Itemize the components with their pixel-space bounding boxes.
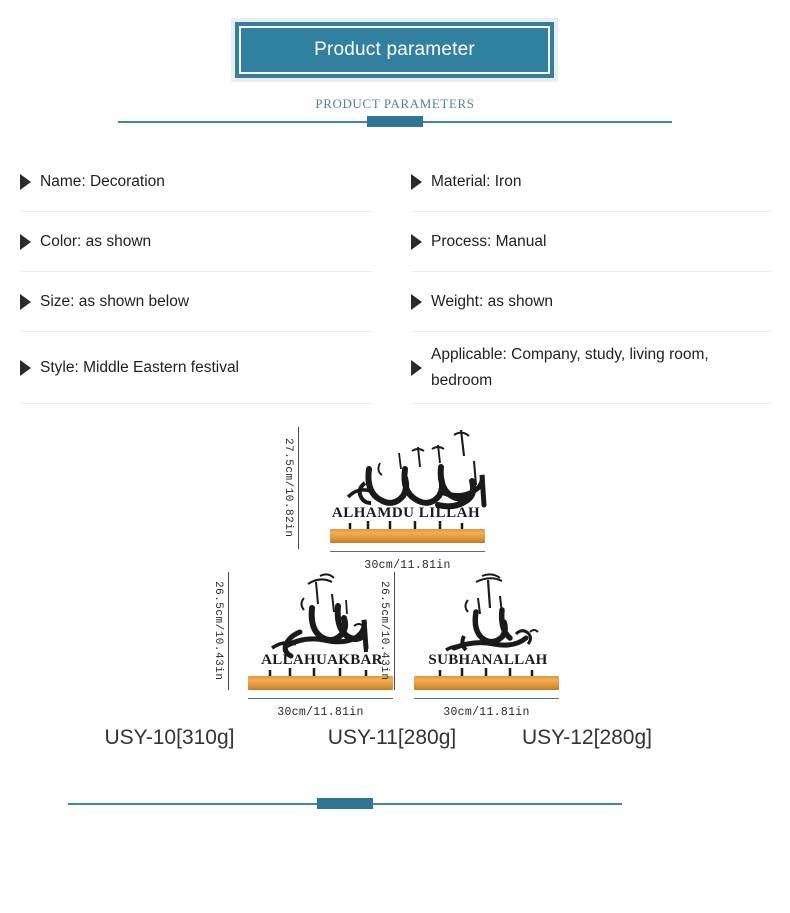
width-dimension: [414, 698, 559, 719]
width-dimension-label: 30cm/11.81in: [364, 559, 451, 572]
page-subtitle: PRODUCT PARAMETERS: [315, 96, 475, 111]
triangle-right-icon: [411, 360, 422, 376]
spec-table: [0, 152, 790, 404]
width-dimension-line: [330, 551, 485, 552]
spec-label: Process: Manual: [431, 232, 547, 250]
height-dimension-line: [298, 427, 299, 549]
width-dimension-label: 30cm/11.81in: [277, 706, 364, 719]
triangle-right-icon: [20, 294, 31, 310]
wooden-base: [330, 529, 485, 543]
triangle-right-icon: [20, 360, 31, 376]
wooden-base: [414, 676, 559, 690]
triangle-right-icon: [411, 174, 422, 190]
product-figure-usy-12: [378, 570, 578, 720]
width-dimension-line: [248, 698, 393, 699]
height-dimension: [212, 572, 229, 690]
model-label-usy-10: USY-10[310g]: [104, 726, 235, 749]
svg-text:SUBHANALLAH: SUBHANALLAH: [428, 652, 548, 668]
spec-row: [20, 152, 373, 212]
banner-inner-frame: [239, 26, 550, 74]
model-label-usy-12: USY-12[280g]: [522, 726, 652, 749]
model-label-row: [0, 726, 790, 750]
width-dimension-label: 30cm/11.81in: [443, 706, 530, 719]
spec-label: Name: Decoration: [40, 172, 165, 190]
height-dimension-label: 26.5cm/10.43in: [378, 581, 390, 681]
spec-column-left: [0, 152, 395, 404]
spec-row: [20, 272, 373, 332]
banner-outer-frame: [235, 22, 554, 78]
spec-row: [20, 332, 373, 404]
spec-row: [411, 152, 772, 212]
product-figure-usy-10: [282, 423, 512, 573]
height-dimension: [282, 427, 299, 549]
triangle-right-icon: [411, 234, 422, 250]
header-banner: [231, 18, 558, 82]
calligraphy-art-alhamdu-lillah: [320, 423, 495, 535]
spec-label: Size: as shown below: [40, 292, 190, 310]
spec-row: [411, 272, 772, 332]
triangle-right-icon: [411, 294, 422, 310]
page-title: Product parameter: [314, 39, 475, 60]
height-dimension-line: [394, 572, 395, 690]
calligraphy-art-subhanallah: [410, 570, 570, 682]
wooden-base: [248, 676, 393, 690]
spec-label: Material: Iron: [431, 172, 522, 190]
svg-text:ALHAMDU LILLAH: ALHAMDU LILLAH: [331, 505, 481, 521]
width-dimension: [330, 551, 485, 572]
width-dimension: [248, 698, 393, 719]
height-dimension-label: 27.5cm/10.82in: [282, 438, 294, 538]
height-dimension-line: [228, 572, 229, 690]
divider-top: [118, 116, 672, 128]
spec-row: [411, 212, 772, 272]
product-showcase: [0, 405, 790, 725]
divider-bottom: [68, 798, 622, 810]
height-dimension: [378, 572, 395, 690]
svg-text:ALLAHUAKBAR: ALLAHUAKBAR: [261, 652, 383, 668]
spec-label: Style: Middle Eastern festival: [40, 358, 240, 376]
spec-row: [411, 332, 772, 404]
spec-row: [20, 212, 373, 272]
divider-bottom-center-block: [317, 798, 373, 809]
triangle-right-icon: [20, 234, 31, 250]
spec-column-right: [395, 152, 790, 404]
triangle-right-icon: [20, 174, 31, 190]
divider-top-center-block: [367, 116, 423, 127]
width-dimension-line: [414, 698, 559, 699]
model-label-usy-11: USY-11[280g]: [327, 726, 457, 749]
spec-label: Color: as shown: [40, 232, 152, 250]
spec-label: Applicable: Company, study, living room, bedroom: [431, 345, 709, 389]
spec-label: Weight: as shown: [431, 292, 554, 310]
height-dimension-label: 26.5cm/10.43in: [212, 581, 224, 681]
